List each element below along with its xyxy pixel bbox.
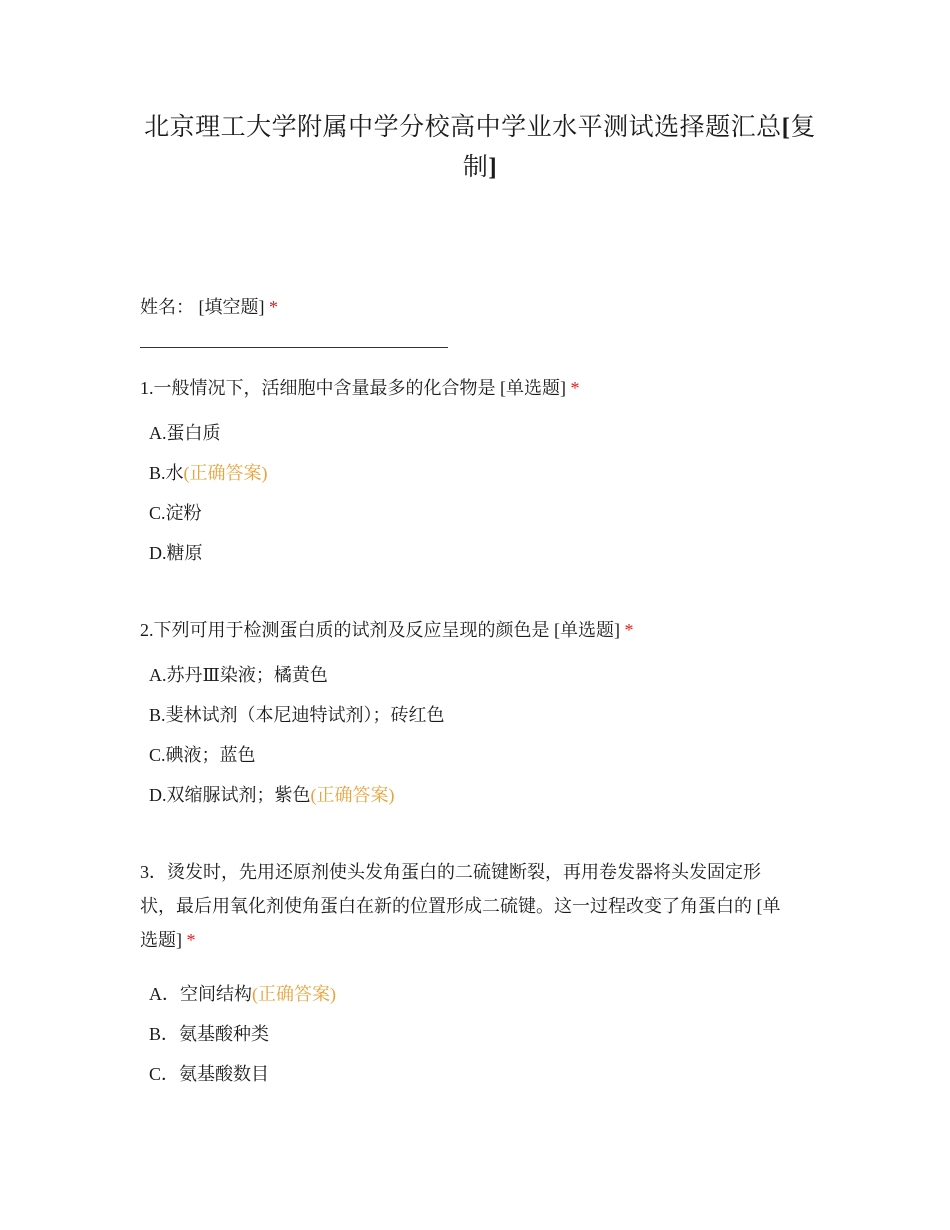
- question-2-option-c[interactable]: [149, 743, 256, 767]
- required-marker: *: [624, 620, 634, 640]
- correct-answer-tag: (正确答案): [183, 463, 268, 483]
- option-label: B.水: [149, 463, 184, 483]
- correct-answer-tag: (正确答案): [252, 984, 336, 1004]
- option-label: B．氨基酸种类: [149, 1024, 270, 1044]
- option-label: A．空间结构: [149, 984, 252, 1004]
- option-label: D.双缩脲试剂；紫色: [149, 785, 311, 805]
- question-2: [140, 613, 810, 647]
- question-3-option-b[interactable]: [149, 1022, 269, 1046]
- question-2-option-a[interactable]: [149, 663, 328, 687]
- question-1-option-d[interactable]: [149, 541, 203, 565]
- name-question: [140, 290, 810, 324]
- required-marker: *: [186, 930, 196, 950]
- question-2-option-b[interactable]: [149, 703, 445, 727]
- option-label: C.淀粉: [149, 503, 202, 523]
- question-3-text-line3: 选题]: [140, 930, 182, 950]
- name-type: [填空题]: [198, 297, 265, 317]
- title-bracket-word: 复: [790, 114, 816, 141]
- title-bracket-close: ]: [488, 154, 498, 181]
- page-title: [140, 108, 820, 188]
- question-2-text: 2.下列可用于检测蛋白质的试剂及反应呈现的颜色是: [140, 620, 550, 640]
- option-label: D.糖原: [149, 543, 203, 563]
- option-label: C.碘液；蓝色: [149, 745, 256, 765]
- title-bracket-open: [: [781, 114, 791, 141]
- option-label: A.苏丹Ⅲ染液；橘黄色: [149, 665, 328, 685]
- question-3-option-c[interactable]: [149, 1062, 269, 1086]
- question-1-type: [单选题]: [500, 378, 566, 398]
- question-1: [140, 371, 810, 405]
- title-line2: 制: [462, 154, 489, 181]
- name-label: 姓名：: [140, 297, 194, 317]
- question-2-type: [单选题]: [554, 620, 620, 640]
- question-3-text-line3-wrap: [140, 923, 810, 957]
- question-1-option-a[interactable]: [149, 421, 221, 445]
- question-3-option-a[interactable]: [149, 982, 336, 1006]
- required-marker: *: [269, 297, 278, 317]
- correct-answer-tag: (正确答案): [310, 785, 395, 805]
- title-main: 北京理工大学附属中学分校高中学业水平测试选择题汇总: [144, 114, 782, 141]
- question-2-option-d[interactable]: [149, 783, 395, 807]
- question-1-option-c[interactable]: [149, 501, 202, 525]
- question-3: [140, 855, 810, 957]
- option-label: B.斐林试剂（本尼迪特试剂）；砖红色: [149, 705, 445, 725]
- question-3-text-line2: 状，最后用氧化剂使角蛋白在新的位置形成二硫键。这一过程改变了角蛋白的 [单: [140, 896, 781, 916]
- required-marker: *: [570, 378, 580, 398]
- question-1-option-b[interactable]: [149, 461, 268, 485]
- option-label: C．氨基酸数目: [149, 1064, 270, 1084]
- name-input-line[interactable]: [140, 347, 448, 348]
- option-label: A.蛋白质: [149, 423, 221, 443]
- question-3-text-line1: 3．烫发时，先用还原剂使头发角蛋白的二硫键断裂，再用卷发器将头发固定形: [140, 862, 761, 882]
- question-1-text: 1.一般情况下，活细胞中含量最多的化合物是: [140, 378, 496, 398]
